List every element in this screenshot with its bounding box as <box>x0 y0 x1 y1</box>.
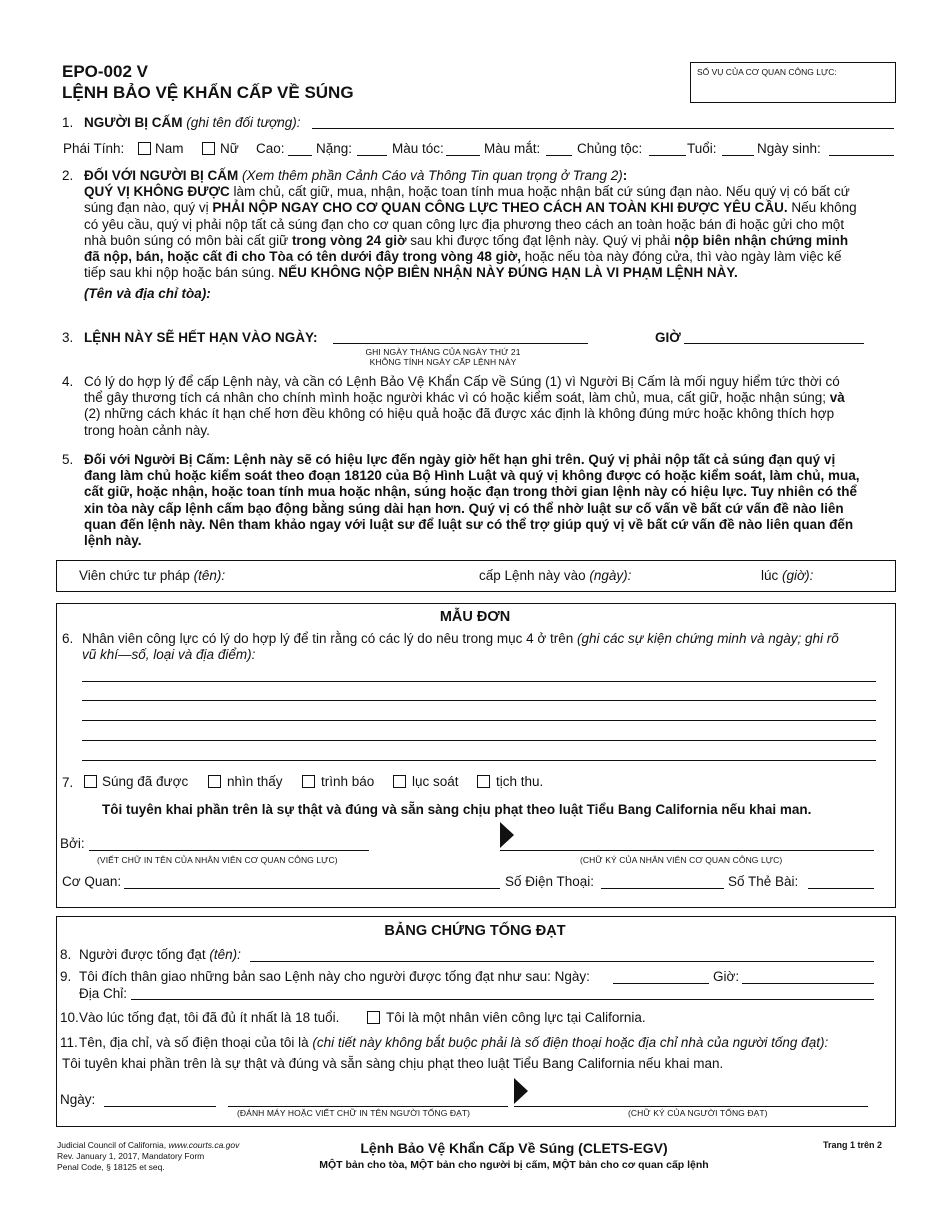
service-title: BẢNG CHỨNG TỐNG ĐẠT <box>384 923 566 939</box>
searched-checkbox[interactable] <box>393 775 406 788</box>
item5-text <box>84 452 894 549</box>
item1-label: NGƯỜI BỊ CẤM <box>84 115 183 130</box>
issued-time-label: lúc (giờ): <box>761 568 814 583</box>
form-title: LỆNH BẢO VỆ KHẨN CẤP VỀ SÚNG <box>62 83 354 102</box>
item2-l5b: hoặc nếu tòa này đóng cửa, thì vào ngày làm việc kế <box>521 249 842 265</box>
facts-line-1[interactable] <box>82 681 876 682</box>
officer-print-name-field[interactable] <box>89 850 369 851</box>
item5-l6: lệnh này. <box>84 533 142 549</box>
issued-date-label: cấp Lệnh này vào (ngày): <box>479 568 632 583</box>
application-declaration: Tôi tuyên khai phần trên là sự thật và đúng và sẵn sàng chịu phạt theo luật Tiểu Bang California nếu khai man. <box>102 802 812 817</box>
item10-label: Vào lúc tống đạt, tôi đã đủ ít nhất là 18 tuổi. <box>79 1010 340 1025</box>
item3-label: LỆNH NÀY SẼ HẾT HẠN VÀO NGÀY: <box>84 330 318 345</box>
court-label: (Tên và địa chỉ tòa): <box>84 286 211 301</box>
footer-subtitle: MỘT bản cho tòa, MỘT bản cho người bị cấm, MỘT bản cho cơ quan cấp lệnh <box>319 1159 709 1171</box>
service-address-label: Địa Chỉ: <box>79 986 128 1001</box>
female-checkbox[interactable] <box>202 142 215 155</box>
item2-l2b: PHẢI NỘP NGAY CHO CƠ QUAN CÔNG LỰC THEO CÁCH AN TOÀN KHI ĐƯỢC YÊU CẦU. <box>212 200 788 216</box>
judicial-officer-box <box>56 560 896 592</box>
item2-l2a: súng đạn nào, quý vị <box>84 200 213 216</box>
firearms-label: Súng đã được <box>102 774 189 789</box>
server-print-note: (ĐÁNH MÁY HOẶC VIẾT CHỮ IN TÊN NGƯỜI TỐNG ĐẠT) <box>237 1108 471 1118</box>
item4-l2a: thể gây thương tích cá nhân cho chính mình hoặc người khác vì có hoặc kiểm soát, làm chủ, mua, cất giữ, hoặc nhận súng; <box>84 390 830 406</box>
reported-label: trình báo <box>321 774 375 789</box>
service-date-field[interactable] <box>613 983 709 984</box>
hair-field[interactable] <box>446 155 480 156</box>
service-address-field[interactable] <box>131 999 874 1000</box>
dob-label: Ngày sinh: <box>757 141 821 156</box>
item2-l6b: NẾU KHÔNG NỘP BIÊN NHẬN NÀY ĐÚNG HẠN LÀ VI PHẠM LỆNH NÀY. <box>278 265 738 281</box>
item11-label: Tên, địa chỉ, và số điện thoại của tôi là (chi tiết này không bắt buộc phải là số điện thoại hoặc địa chỉ nhà của người tống đạt): <box>79 1035 829 1050</box>
server-sign-note: (CHỮ KÝ CỦA NGƯỜI TỐNG ĐẠT) <box>628 1108 768 1118</box>
officer-sign-note: (CHỮ KÝ CỦA NHÂN VIÊN CƠ QUAN CÔNG LỰC) <box>580 855 783 865</box>
male-checkbox[interactable] <box>138 142 151 155</box>
phone-label: Số Điện Thoại: <box>505 874 595 889</box>
item1-details-row <box>63 141 124 156</box>
facts-line-2[interactable] <box>82 700 876 701</box>
phone-field[interactable] <box>601 888 724 889</box>
service-date-label: Ngày: <box>60 1092 96 1107</box>
judge-label: Viên chức tư pháp (tên): <box>79 568 226 583</box>
item9-number: 9. <box>60 969 72 984</box>
age-label: Tuổi: <box>687 141 717 156</box>
female-label: Nữ <box>220 141 239 156</box>
officer-signature-field[interactable] <box>500 850 874 851</box>
service-time-label: Giờ: <box>713 969 740 984</box>
application-title: MẪU ĐƠN <box>439 609 511 625</box>
item2-l6a: tiếp sau khi nộp hoặc bán súng. <box>84 265 279 281</box>
server-signature-field[interactable] <box>514 1106 868 1107</box>
observed-checkbox[interactable] <box>208 775 221 788</box>
item11-number: 11. <box>60 1035 78 1050</box>
item10-number: 10. <box>60 1010 79 1025</box>
eyes-label: Màu mắt: <box>484 141 541 156</box>
server-date-field[interactable] <box>104 1106 216 1107</box>
case-number-box[interactable] <box>690 62 896 103</box>
item5-l5: quan đến lệnh này. Nên tham khảo ngay với luật sư để luật sư có thể trợ giúp quý vị về bất cứ vấn đề nào liên quan đến <box>84 516 854 532</box>
item5-l3: cất giữ, hoặc nhận, hoặc toan tính mua hoặc nhận, súng hoặc đạn trong thời gian lệnh này có hiệu lực. Tuy nhiên có thể <box>84 484 857 500</box>
race-field[interactable] <box>649 155 686 156</box>
item2-l4b: trong vòng 24 giờ <box>291 232 407 248</box>
firearms-checkbox[interactable] <box>84 775 97 788</box>
eyes-field[interactable] <box>546 155 572 156</box>
expiration-time-label: GIỜ <box>655 330 681 345</box>
item2-heading-hint: (Xem thêm phần Cảnh Cáo và Thông Tin quan trọng ở Trang 2) <box>242 168 623 183</box>
item1-label-row <box>84 115 301 130</box>
badge-label: Số Thẻ Bài: <box>728 874 799 889</box>
footer-rev: Rev. January 1, 2017, Mandatory Form <box>57 1151 205 1161</box>
item2-l5a: đã nộp, bán, hoặc cất đi cho Tòa có tên dưới đây trong vòng 48 giờ, <box>84 249 522 265</box>
gender-label: Phái Tính: <box>63 141 125 156</box>
item2-l1a: QUÝ VỊ KHÔNG ĐƯỢC <box>84 184 230 200</box>
officer-checkbox-label: Tôi là một nhân viên công lực tại California. <box>386 1010 646 1025</box>
item4-number: 4. <box>62 374 74 389</box>
item4-l2b: và <box>829 390 845 406</box>
by-label: Bởi: <box>60 836 85 851</box>
item5-number: 5. <box>62 452 74 467</box>
item9-label: Tôi đích thân giao những bản sao Lệnh này cho người được tống đạt như sau: Ngày: <box>79 969 590 984</box>
item1-number: 1. <box>62 115 74 130</box>
dob-field[interactable] <box>829 155 894 156</box>
item2-heading: ĐỐI VỚI NGƯỜI BỊ CẤM <box>84 168 239 183</box>
server-print-name-field[interactable] <box>228 1106 508 1107</box>
item8-label: Người được tống đạt (tên): <box>79 947 241 962</box>
served-name-field[interactable] <box>250 961 874 962</box>
agency-field[interactable] <box>124 888 500 889</box>
item3-number: 3. <box>62 330 74 345</box>
age-field[interactable] <box>722 155 754 156</box>
restrained-name-field[interactable] <box>312 128 894 129</box>
facts-line-5[interactable] <box>82 760 876 761</box>
item2-l3: có yêu cầu, quý vị phải nộp tất cả súng đạn cho cơ quan công lực địa phương theo cách an toàn hoặc bán đi hoặc gửi cho một <box>84 216 845 232</box>
male-label: Nam <box>155 141 184 156</box>
height-label: Cao: <box>256 141 285 156</box>
item5-l1: Đối với Người Bị Cấm: Lệnh này sẽ có hiệu lực đến ngày giờ hết hạn ghi trên. Quý vị phải nộp tất cả súng đạn quý vị <box>84 452 836 467</box>
service-time-field[interactable] <box>742 983 874 984</box>
item6-text: Nhân viên công lực có lý do hợp lý để tin rằng có các lý do nêu trong mục 4 ở trên (ghi các sự kiện chứng minh và ngày; ghi rõ vũ khí—số, loại và địa điểm): <box>82 631 839 663</box>
item2-l1b: làm chủ, cất giữ, mua, nhận, hoặc toan tính mua hoặc nhận bất cứ súng đạn nào. Nếu quý vị có bất cứ <box>229 184 850 200</box>
weight-field[interactable] <box>357 155 387 156</box>
item8-number: 8. <box>60 947 72 962</box>
weight-label: Nặng: <box>316 141 353 156</box>
item2-text <box>84 168 894 281</box>
footer-council: Judicial Council of California, www.courts.ca.gov <box>57 1140 240 1150</box>
footer-title: Lệnh Bảo Vệ Khẩn Cấp Về Súng (CLETS-EGV) <box>360 1140 668 1156</box>
expiration-date-field[interactable] <box>333 343 588 344</box>
item2-l4c: sau khi được tống đạt lệnh này. Quý vị phải <box>406 232 675 248</box>
item4-text <box>84 374 894 439</box>
item4-l1: Có lý do hợp lý để cấp Lệnh này, và cần có Lệnh Bảo Vệ Khẩn Cấp về Súng (1) vì Người Bị Cấm là mối nguy hiểm tức thời có <box>84 374 840 389</box>
hair-label: Màu tóc: <box>392 141 444 156</box>
officer-print-note: (VIẾT CHỮ IN TÊN CỦA NHÂN VIÊN CƠ QUAN CÔNG LỰC) <box>97 855 338 865</box>
item4-l4: trong hoàn cảnh này. <box>84 422 210 438</box>
expiration-time-field[interactable] <box>684 343 864 344</box>
item2-heading-colon: : <box>622 168 628 183</box>
searched-label: lục soát <box>412 774 459 789</box>
item5-l4: xin tòa này cấp lệnh cấm bạo động bằng súng dài hạn hơn. Quý vị có thể nhờ luật sư cố vấn về bất cứ vấn đề nào liên <box>84 500 844 516</box>
facts-line-4[interactable] <box>82 740 876 741</box>
item2-number: 2. <box>62 168 74 183</box>
item3-note2: KHÔNG TÍNH NGÀY CẤP LỆNH NÀY <box>369 357 517 367</box>
facts-line-3[interactable] <box>82 720 876 721</box>
seized-label: tịch thu. <box>496 774 544 789</box>
item2-l4d: nộp biên nhận chứng minh <box>674 232 849 248</box>
height-field[interactable] <box>288 155 312 156</box>
officer-checkbox[interactable] <box>367 1011 380 1024</box>
observed-label: nhìn thấy <box>227 774 283 789</box>
case-number-label: SỐ VỤ CỦA CƠ QUAN CÔNG LỰC: <box>697 67 837 77</box>
seized-checkbox[interactable] <box>477 775 490 788</box>
page-number: Trang 1 trên 2 <box>823 1140 883 1150</box>
item1-hint: (ghi tên đối tượng): <box>186 115 301 130</box>
form-code: EPO-002 V <box>62 62 148 81</box>
item3-note1: GHI NGÀY THÁNG CỦA NGÀY THỨ 21 <box>365 347 521 357</box>
agency-label: Cơ Quan: <box>62 874 122 889</box>
item5-l2: đang làm chủ hoặc kiểm soát theo đoạn 18120 của Bộ Hình Luật và quý vị không được có hoặc kiểm soát, làm chủ, mua, <box>84 468 860 484</box>
item2-l4a: nhà buôn súng có môn bài cất giữ <box>84 232 292 248</box>
server-signature-arrow-icon <box>514 1078 528 1104</box>
service-declaration: Tôi tuyên khai phần trên là sự thật và đúng và sẵn sàng chịu phạt theo luật Tiểu Bang California nếu khai man. <box>62 1056 724 1071</box>
item6-number: 6. <box>62 631 74 646</box>
footer-penal: Penal Code, § 18125 et seq. <box>57 1162 165 1172</box>
item4-l3: (2) những cách khác ít hạn chế hơn đều không có hiệu quả hoặc đã được xác định là không đúng mức hoặc không thích hợp <box>84 406 835 422</box>
item2-l2c: Nếu không <box>787 200 857 216</box>
race-label: Chủng tộc: <box>577 141 643 156</box>
badge-field[interactable] <box>808 888 874 889</box>
item7-number: 7. <box>62 775 74 790</box>
reported-checkbox[interactable] <box>302 775 315 788</box>
signature-arrow-icon <box>500 822 514 848</box>
